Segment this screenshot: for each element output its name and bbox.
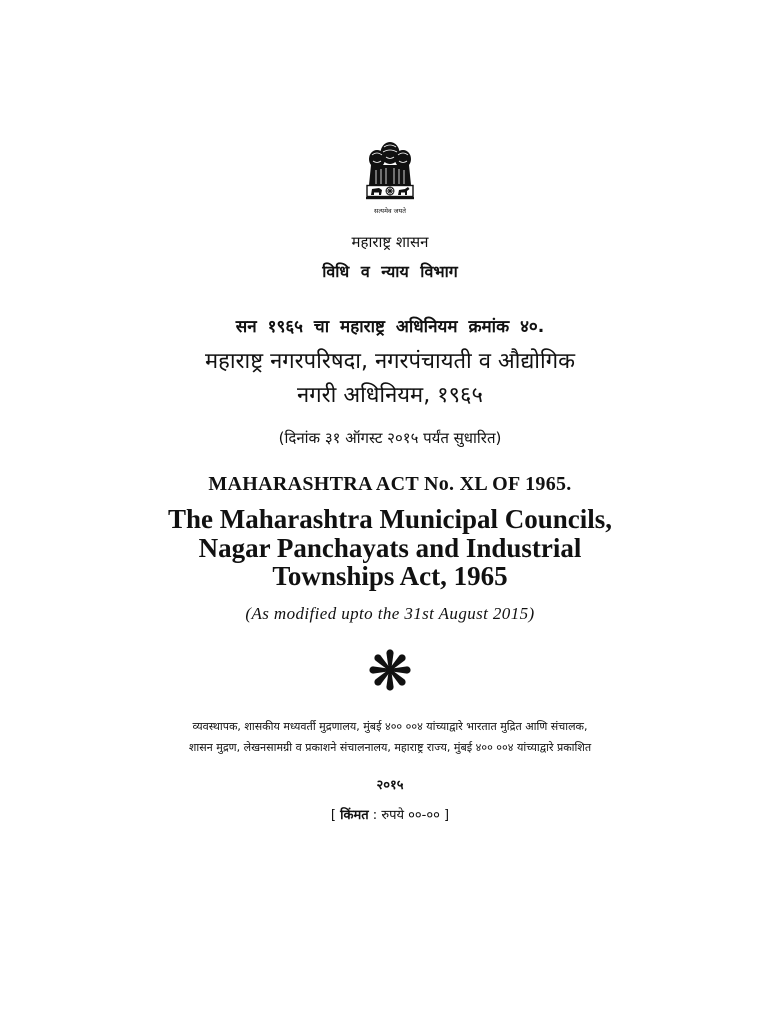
price-value: रुपये ००-००	[381, 808, 440, 823]
price-label: किंमत	[340, 808, 369, 823]
price-line	[12, 808, 768, 824]
asterisk-icon	[366, 646, 414, 694]
asterisk-arm	[386, 649, 393, 667]
english-title-line-3: Townships Act, 1965	[272, 561, 508, 591]
asterisk-center	[386, 666, 394, 674]
marathi-modified-note: (दिनांक ३१ ऑगस्ट २०१५ पर्यंत सुधारित)	[278, 429, 502, 447]
marathi-title-line-2: नगरी अधिनियम, १९६५	[297, 383, 483, 408]
price-open-bracket: [	[330, 808, 336, 823]
english-title-line-2: Nagar Panchayats and Industrial	[198, 533, 582, 563]
marathi-title-line-1: महाराष्ट्र नगरपरिषदा, नगरपंचायती व औद्योगिक	[205, 349, 575, 374]
emblem-abacus	[367, 186, 413, 197]
asterisk-arm	[386, 673, 393, 691]
emblem-wheel	[386, 187, 394, 195]
asterisk-arm	[369, 666, 387, 673]
imprint-line-2: शासन मुद्रण, लेखनसामग्री व प्रकाशने संचालनालय, महाराष्ट्र राज्य, मुंबई ४०० ००४ यांच्याद्वारे प्रकाशित	[188, 741, 592, 754]
english-title-line-1: The Maharashtra Municipal Councils,	[167, 504, 613, 534]
marathi-act-number: सन १९६५ चा महाराष्ट्र अधिनियम क्रमांक ४०.	[235, 317, 545, 337]
emblem-motto: सत्यमेव जयते	[374, 207, 406, 215]
english-act-number: MAHARASHTRA ACT No. XL OF 1965.	[208, 473, 572, 495]
price-close-bracket: ]	[444, 808, 450, 823]
emblem-lions	[369, 142, 411, 185]
department-name: विधि व न्याय विभाग	[322, 262, 458, 281]
government-name: महाराष्ट्र शासन	[351, 233, 429, 251]
publication-year: २०१५	[376, 778, 404, 793]
english-modified-note: (As modified upto the 31st August 2015)	[245, 604, 535, 623]
asterisk-arm	[393, 666, 411, 673]
price-separator: :	[372, 808, 378, 823]
emblem-base	[366, 197, 414, 199]
imprint-line-1: व्यवस्थापक, शासकीय मध्यवर्ती मुद्रणालय, मुंबई ४०० ००४ यांच्याद्वारे भारतात मुद्रित आणि संचालक,	[192, 720, 588, 733]
state-emblem-icon	[364, 138, 416, 218]
